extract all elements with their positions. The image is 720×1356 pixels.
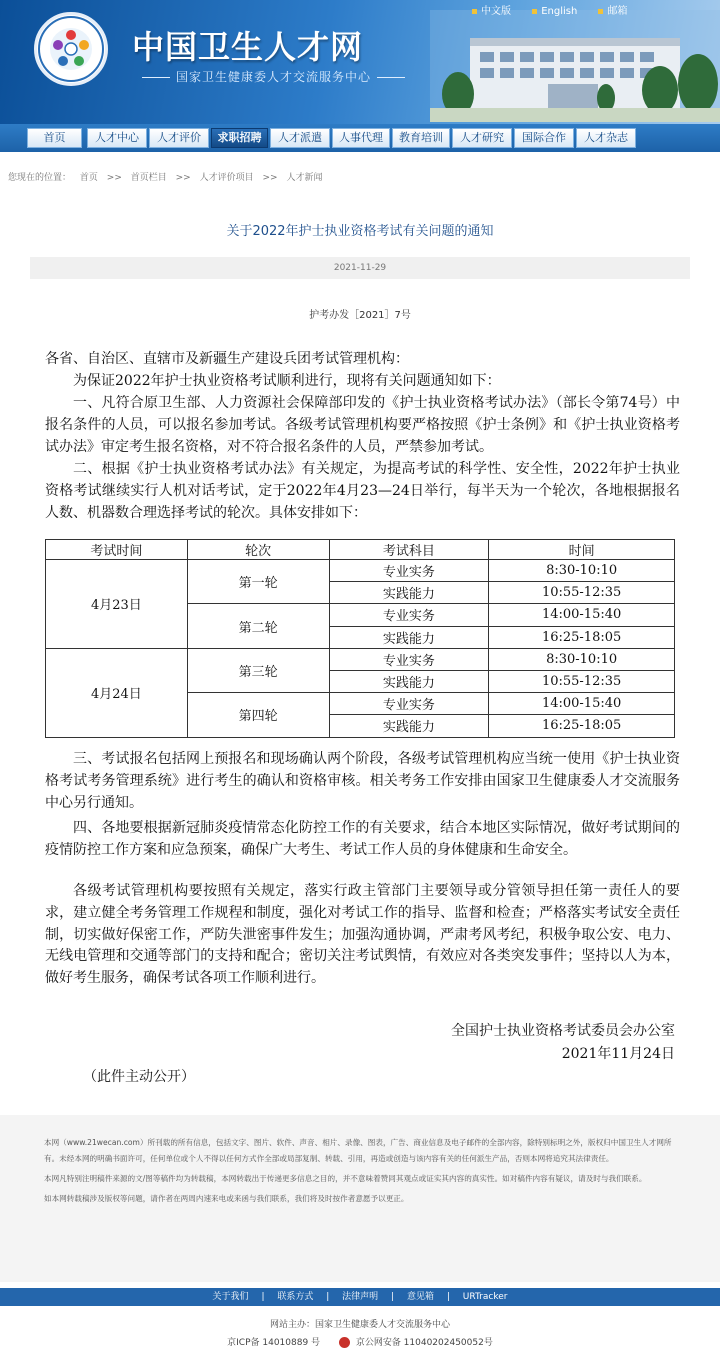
disclaimer-paragraph: 本网凡特别注明稿件来源的文/图等稿件均为转载稿，本网转载出于传递更多信息之目的，并不意味着赞同其观点或证实其内容的真实性。如对稿件内容有疑议，请及时与我们联系。 <box>44 1174 647 1183</box>
exam-subject: 专业实务 <box>329 604 489 626</box>
footer-divider: | <box>446 1292 450 1302</box>
breadcrumb-label: 您现在的位置： <box>8 173 72 183</box>
disclaimer-paragraph: 本网（www.21wecan.com）所刊载的所有信息，包括文字、图片、软件、声音、相片、录像、图表，广告、商业信息及电子邮件的全部内容，除特别标明之外，版权归中国卫生人才网所有。未经本网的明确书面许可，任何单位或个人不得以任何方式作全部或局部复制、转载、引用，再造或创造与该内容有关的任何派生产品，否则本网将追究其法律责任。 <box>44 1138 672 1163</box>
nav-talent-center[interactable]: 人才中心 <box>87 128 147 148</box>
exam-subject: 专业实务 <box>329 693 489 715</box>
nav-talent-evaluation[interactable]: 人才评价 <box>149 128 209 148</box>
table-header: 时间 <box>489 540 675 560</box>
footer-divider: | <box>261 1292 265 1302</box>
footer-urtracker-link[interactable]: URTracker <box>462 1292 508 1302</box>
exam-round: 第四轮 <box>187 693 329 737</box>
breadcrumb-separator: >> <box>175 173 191 183</box>
article-title: 关于2022年护士执业资格考试有关问题的通知 <box>226 224 494 239</box>
intro-paragraph: 为保证2022年护士执业资格考试顺利进行，现将有关问题通知如下： <box>73 373 501 389</box>
exam-subject: 实践能力 <box>329 670 489 692</box>
paragraph-1: 一、凡符合原卫生部、人力资源社会保障部印发的《护士执业资格考试办法》（部长令第74号）中报名条件的人员，可以报名参加考试。各级考试管理机构要严格按照《护士条例》和《护士执业资格考试办法》审定考生报名资格，对不符合报名条件的人员，严禁参加考试。 <box>45 395 680 455</box>
footer-feedback-link[interactable]: 意见箱 <box>406 1292 434 1302</box>
public-note: （此件主动公开） <box>83 1069 195 1085</box>
icp-number[interactable]: 京ICP备 14010889 号 <box>227 1338 321 1348</box>
exam-round: 第一轮 <box>187 560 329 604</box>
exam-time: 16:25-18:05 <box>489 626 675 648</box>
exam-time: 10:55-12:35 <box>489 670 675 692</box>
nav-hr-agency[interactable]: 人事代理 <box>332 128 390 148</box>
exam-time: 14:00-15:40 <box>489 693 675 715</box>
footer-divider: | <box>326 1292 330 1302</box>
exam-subject: 实践能力 <box>329 715 489 737</box>
copyright-disclaimer <box>0 1115 720 1282</box>
site-host: 网站主办：国家卫生健康委人才交流服务中心 <box>269 1320 450 1330</box>
paragraph-5: 各级考试管理机构要按照有关规定，落实行政主管部门主要领导或分管领导担任第一责任人的要求，建立健全考务管理工作规程和制度，强化对考试工作的指导、监督和检查；严格落实考试安全责任制，切实做好保密工作，严防失泄密事件发生；加强沟通协调，严肃考风考纪，积极争取公安、电力、无线电管理和交通等部门的支持和配合；密切关注考试舆情，有效应对各类突发事件；坚持以人为本，做好考生服务，确保考试各项工作顺利进行。 <box>45 883 680 987</box>
registration-line <box>0 1334 720 1352</box>
exam-day: 4月23日 <box>46 560 188 649</box>
exam-round: 第二轮 <box>187 604 329 648</box>
site-logo[interactable] <box>34 12 108 86</box>
exam-subject: 实践能力 <box>329 582 489 604</box>
footer-legal-link[interactable]: 法律声明 <box>342 1292 379 1302</box>
disclaimer-paragraph: 如本网转载稿涉及版权等问题，请作者在两周内速来电或来函与我们联系，我们将及时按作者意愿予以更正。 <box>44 1194 409 1203</box>
footer-links <box>0 1288 720 1306</box>
lang-chinese-link[interactable]: 中文版 <box>472 6 511 17</box>
exam-subject: 实践能力 <box>329 626 489 648</box>
salutation: 各省、自治区、直辖市及新疆生产建设兵团考试管理机构： <box>45 351 409 367</box>
breadcrumb <box>0 168 720 188</box>
exam-time: 10:55-12:35 <box>489 582 675 604</box>
table-header: 轮次 <box>187 540 329 560</box>
exam-day: 4月24日 <box>46 648 188 737</box>
police-record[interactable]: 京公网安备 11040202450052号 <box>355 1338 493 1348</box>
nav-research[interactable]: 人才研究 <box>452 128 512 148</box>
exam-time: 8:30-10:10 <box>489 648 675 670</box>
breadcrumb-separator: >> <box>106 173 122 183</box>
exam-time: 8:30-10:10 <box>489 560 675 582</box>
nav-home[interactable]: 首页 <box>27 128 82 148</box>
breadcrumb-separator: >> <box>262 173 278 183</box>
breadcrumb-news[interactable]: 人才新闻 <box>286 173 323 183</box>
footer-about-link[interactable]: 关于我们 <box>212 1292 249 1302</box>
exam-schedule-table <box>45 539 675 738</box>
nav-dispatch[interactable]: 人才派遣 <box>270 128 330 148</box>
paragraph-3: 三、考试报名包括网上预报名和现场确认两个阶段，各级考试管理机构应当统一使用《护士执业资格考试考务管理系统》进行考生的确认和资格审核。相关考务工作安排由国家卫生健康委人才交流服务中心另行通知。 <box>45 751 680 811</box>
exam-subject: 专业实务 <box>329 560 489 582</box>
table-header-row <box>46 540 675 560</box>
language-bar <box>472 2 645 17</box>
nav-international[interactable]: 国际合作 <box>514 128 574 148</box>
table-row <box>46 560 675 582</box>
police-badge-icon <box>339 1337 350 1348</box>
nav-magazine[interactable]: 人才杂志 <box>576 128 636 148</box>
paragraph-4: 四、各地要根据新冠肺炎疫情常态化防控工作的有关要求，结合本地区实际情况，做好考试期间的疫情防控工作方案和应急预案，确保广大考生、考试工作人员的身体健康和生命安全。 <box>45 820 680 858</box>
signature-org: 全国护士执业资格考试委员会办公室 <box>451 1023 675 1039</box>
footer-divider: | <box>391 1292 395 1302</box>
publish-date: 2021-11-29 <box>30 257 690 279</box>
signature-date: 2021年11月24日 <box>561 1046 675 1062</box>
breadcrumb-home[interactable]: 首页 <box>79 173 98 183</box>
paragraph-2: 二、根据《护士执业资格考试办法》有关规定，为提高考试的科学性、安全性，2022年护士执业资格考试继续实行人机对话考试，定于2022年4月23—24日举行，每半天为一个轮次，各地根据报名人数、机器数合理选择考试的轮次。具体安排如下： <box>45 461 680 521</box>
table-header: 考试时间 <box>46 540 188 560</box>
site-title: 中国卫生人才网 <box>132 28 364 66</box>
footer-info <box>0 1316 720 1352</box>
nav-training[interactable]: 教育培训 <box>392 128 450 148</box>
exam-time: 14:00-15:40 <box>489 604 675 626</box>
breadcrumb-column[interactable]: 首页栏目 <box>130 173 167 183</box>
footer-contact-link[interactable]: 联系方式 <box>277 1292 314 1302</box>
building-illustration <box>430 10 720 122</box>
exam-round: 第三轮 <box>187 648 329 692</box>
document-number: 护考办发［2021］7号 <box>309 310 411 321</box>
exam-time: 16:25-18:05 <box>489 715 675 737</box>
logo-emblem-icon <box>37 15 105 83</box>
site-subtitle: 国家卫生健康委人才交流服务中心 <box>136 68 411 85</box>
exam-subject: 专业实务 <box>329 648 489 670</box>
main-nav <box>0 124 720 152</box>
table-header: 考试科目 <box>329 540 489 560</box>
nav-jobs[interactable]: 求职招聘 <box>211 128 268 148</box>
site-header <box>0 0 720 152</box>
table-row <box>46 648 675 670</box>
lang-english-link[interactable]: English <box>532 6 577 17</box>
mailbox-link[interactable]: 邮箱 <box>598 6 627 17</box>
breadcrumb-evaluation[interactable]: 人才评价项目 <box>199 173 254 183</box>
